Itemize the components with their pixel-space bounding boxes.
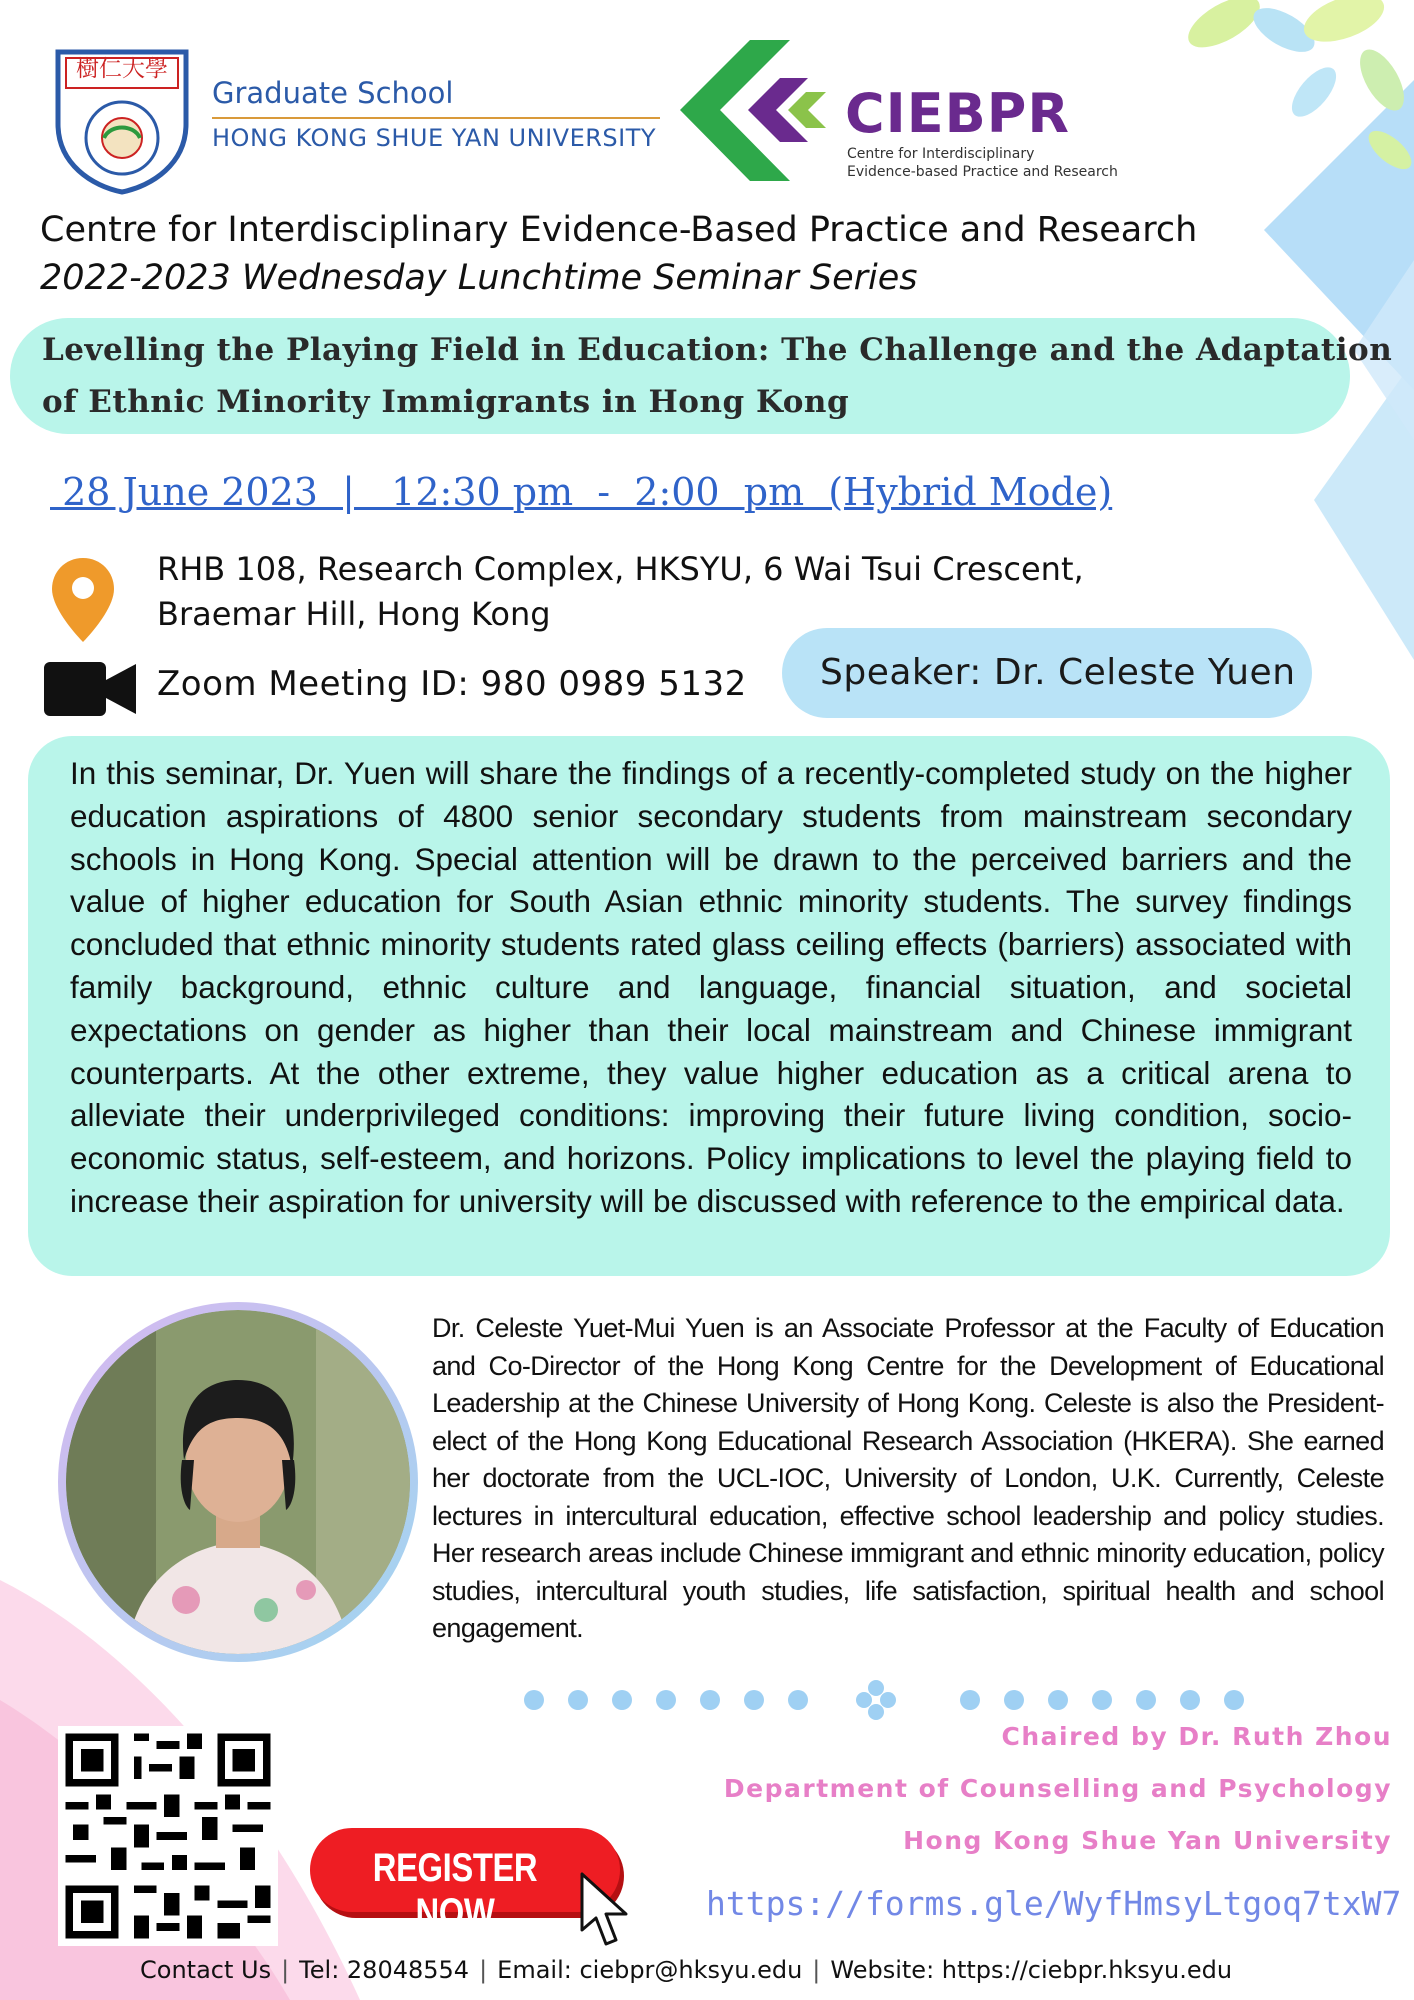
contact-separator: | xyxy=(812,1956,821,1984)
contact-us-label: Contact Us xyxy=(140,1956,272,1984)
decorative-leaves xyxy=(1154,0,1414,200)
chaired-by: Chaired by Dr. Ruth Zhou xyxy=(1001,1722,1392,1751)
centre-title: Centre for Interdisciplinary Evidence-Based Practice and Research xyxy=(40,210,1198,250)
graduate-school-label: Graduate School xyxy=(212,76,454,110)
venue-line-1: RHB 108, Research Complex, HKSYU, 6 Wai Tsui Crescent, xyxy=(157,550,1084,588)
contact-website[interactable]: Website: https://ciebpr.hksyu.edu xyxy=(830,1956,1233,1984)
speaker-bio: Dr. Celeste Yuet-Mui Yuen is an Associate Professor at the Faculty of Education and Co-Director of the Hong Kong Centre for the Development of Educational Leadership at the Chinese University of Hong Kong. Celeste is also the President-elect of the Hong Kong Educational Research Association (HKERA). She earned her doctorate from the UCL-IOC, University of London, U.K. Currently, Celeste lectures in intercultural education, effective school leadership and policy studies. Her research areas include Chinese immigrant and ethnic minority education, policy studies, intercultural youth studies, life satisfaction, spiritual health and school engagement. xyxy=(432,1313,1384,1643)
ciebpr-chevron-logo xyxy=(680,38,830,183)
ciebpr-fullname-line1: Centre for Interdisciplinary xyxy=(847,146,1035,162)
abstract-text: In this seminar, Dr. Yuen will share the findings of a recently-completed study on the higher education aspirations of 4800 senior secondary students from mainstream secondary schools in Hong Kong. Special attention will be drawn to the perceived barriers and the value of higher education for South Asian ethnic minority students. The survey findings concluded that ethnic minority students rated glass ceiling effects (barriers) associated with family background, ethnic culture and language, financial situation, and societal expectations on gender as higher than their local mainstream and Chinese immigrant counterparts. At the other extreme, they value higher education as a critical arena to alleviate their underprivileged conditions: improving their future living condition, socio-economic status, self-esteem, and horizons. Policy implications to level the playing field to increase their aspiration for university will be discussed with reference to the empirical data. xyxy=(70,755,1352,1219)
venue-line-2: Braemar Hill, Hong Kong xyxy=(157,595,551,633)
header-divider xyxy=(212,117,660,119)
chair-university: Hong Kong Shue Yan University xyxy=(903,1826,1392,1855)
mouse-cursor-icon xyxy=(578,1872,634,1948)
register-now-label[interactable]: REGISTER NOW xyxy=(372,1846,538,1935)
zoom-meeting-id: Zoom Meeting ID: 980 0989 5132 xyxy=(157,664,747,704)
topic-line-2: of Ethnic Minority Immigrants in Hong Kong xyxy=(42,384,850,420)
speaker-name: Speaker: Dr. Celeste Yuen xyxy=(820,652,1296,693)
seminar-schedule: 28 June 2023 | 12:30 pm - 2:00 pm (Hybrid Mode) xyxy=(50,470,1113,514)
dots-divider xyxy=(518,1680,1278,1720)
video-camera-icon xyxy=(44,658,136,720)
location-pin-icon xyxy=(50,556,116,644)
university-name: HONG KONG SHUE YAN UNIVERSITY xyxy=(212,124,657,152)
speaker-photo xyxy=(66,1310,410,1654)
contact-separator: | xyxy=(281,1956,290,1984)
hksyu-crest-chinese-text: 樹仁大學 xyxy=(76,56,168,82)
contact-email[interactable]: Email: ciebpr@hksyu.edu xyxy=(497,1956,803,1984)
contact-tel: Tel: 28048554 xyxy=(299,1956,470,1984)
series-title: 2022-2023 Wednesday Lunchtime Seminar Series xyxy=(40,258,918,298)
contact-bar xyxy=(140,1956,1232,1984)
contact-separator: | xyxy=(479,1956,488,1984)
ciebpr-wordmark: CIEBPR xyxy=(845,82,1070,145)
qr-code[interactable] xyxy=(58,1726,278,1946)
registration-link[interactable]: https://forms.gle/WyfHmsyLtgoq7txW7 xyxy=(706,1884,1402,1923)
ciebpr-fullname-line2: Evidence-based Practice and Research xyxy=(847,164,1118,180)
topic-line-1: Levelling the Playing Field in Education: The Challenge and the Adaptation xyxy=(42,332,1393,368)
chair-department: Department of Counselling and Psychology xyxy=(723,1774,1392,1803)
